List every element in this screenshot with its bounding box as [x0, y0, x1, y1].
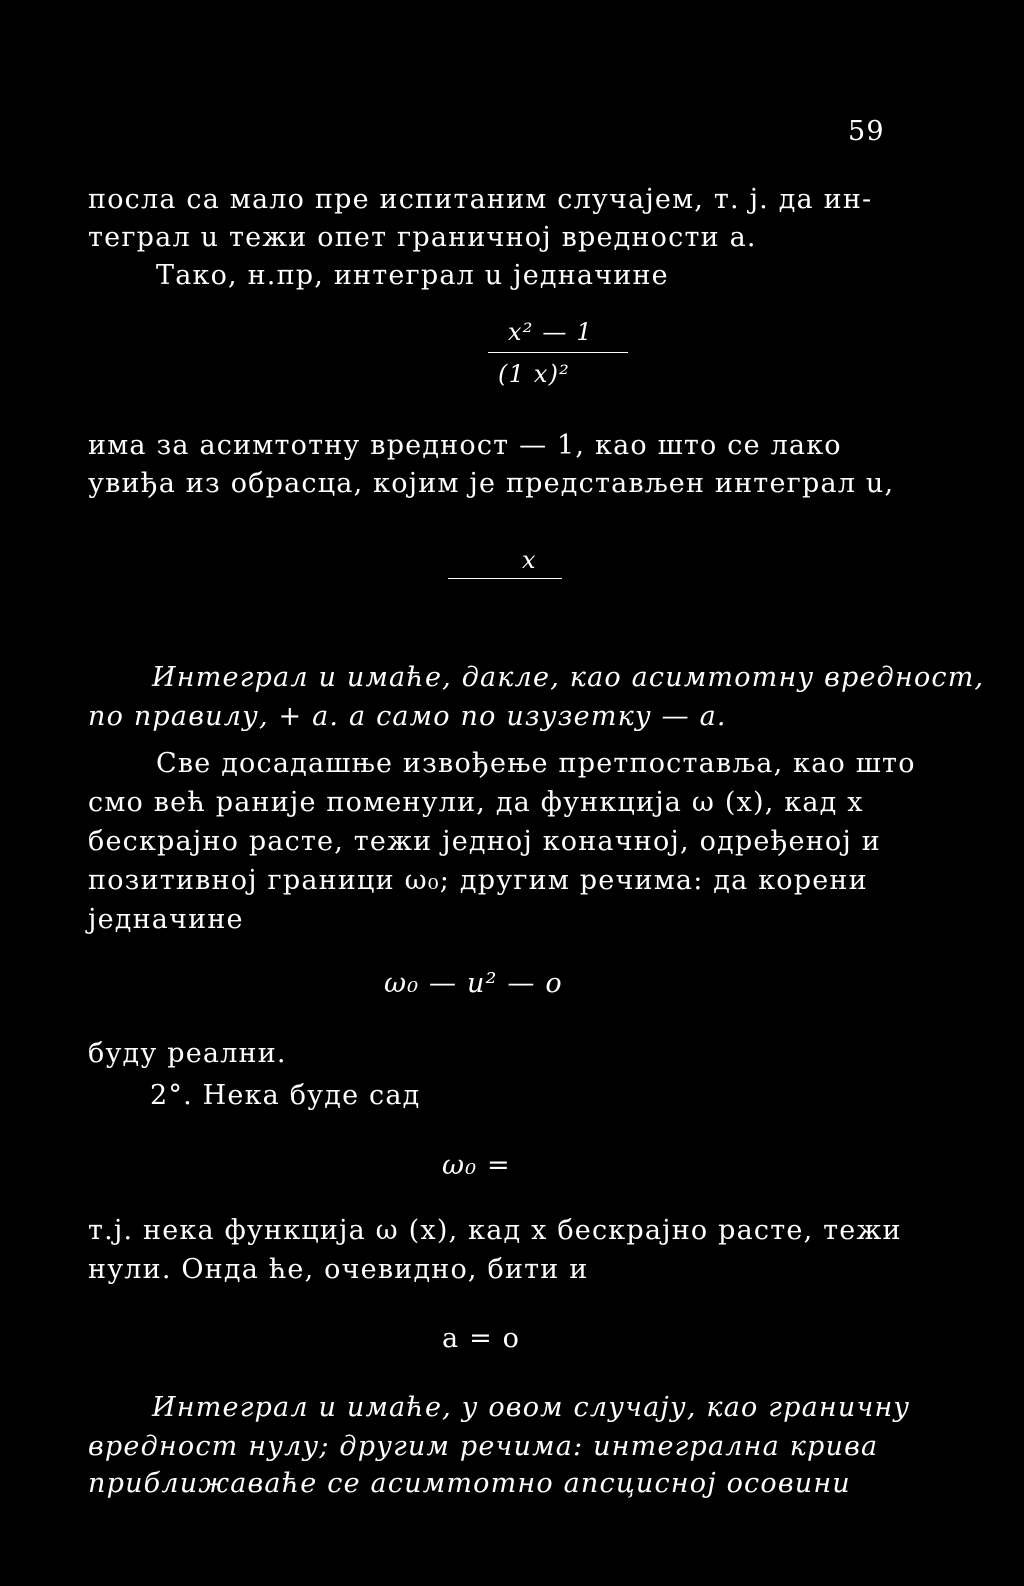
text-line: бескрајно расте, тежи једној коначној, одређеној и	[88, 826, 881, 857]
formula-bar	[448, 578, 562, 579]
formula-line: ω₀ =	[442, 1150, 511, 1181]
formula-line: a = o	[442, 1323, 521, 1354]
page-number: 59	[848, 116, 885, 147]
text-line: Тако, н.пр, интеграл u једначине	[156, 260, 669, 291]
text-line: посла са мало пре испитаним случајем, т. ј. да ин-	[88, 184, 873, 215]
text-line: т.ј. нека функција ω (x), кад x бескрајно расте, тежи	[88, 1215, 902, 1246]
text-line: позитивној граници ω₀; другим речима: да корени	[88, 865, 868, 896]
text-line: Интеграл u имаће, дакле, као асимтотну вредност,	[152, 662, 985, 693]
text-line: Интеграл u имаће, у овом случају, као граничну	[152, 1392, 911, 1423]
formula-denominator: (1 x)²	[498, 360, 570, 388]
text-line: једначине	[88, 904, 244, 935]
text-line: теграл u тежи опет граничној вредности a.	[88, 222, 757, 253]
text-line: буду реални.	[88, 1038, 287, 1069]
text-line: приближаваће се асимтотно апсцисној осовини	[88, 1468, 851, 1499]
text-line: Све досадашње извођење претпоставља, као што	[156, 748, 916, 779]
formula-x: x	[522, 546, 537, 574]
fraction-bar	[488, 352, 628, 353]
text-line: вредност нулу; другим речима: интегрална крива	[88, 1431, 879, 1462]
text-line: има за асимтотну вредност — 1, као што се лако	[88, 430, 842, 461]
text-line: по правилу, + a. а само по изузетку — a.	[88, 701, 727, 732]
text-line: смо већ раније поменули, да функција ω (x), кад x	[88, 787, 864, 818]
formula-numerator: x² — 1	[508, 318, 593, 346]
text-line: 2°. Нека буде сад	[150, 1080, 421, 1111]
text-line: увиђа из обрасца, којим је представљен интеграл u,	[88, 468, 895, 499]
text-line: нули. Онда ће, очевидно, бити и	[88, 1254, 589, 1285]
formula-line: ω₀ — u² — o	[384, 968, 563, 999]
